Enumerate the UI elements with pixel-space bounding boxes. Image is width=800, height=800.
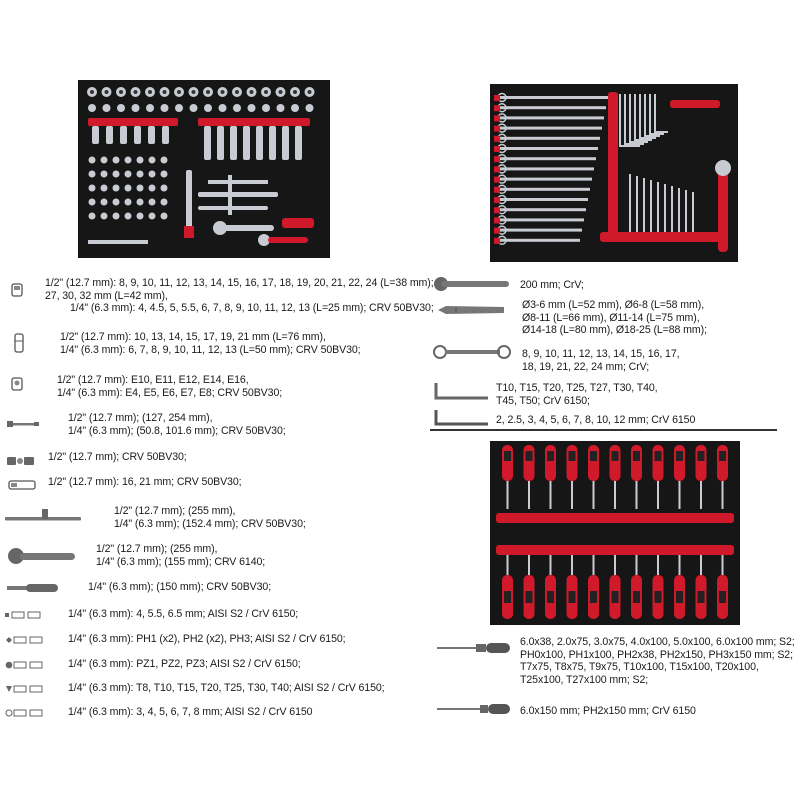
spec-text-line: 18, 19, 21, 22, 24 mm; CrV; — [522, 360, 650, 373]
spec-text-line: T10, T15, T20, T25, T27, T30, T40, — [496, 382, 658, 394]
spec-text-line: 1/2" (12.7 mm); CRV 50BV30; — [48, 451, 187, 463]
hex-bit-icon — [4, 607, 44, 625]
torx-key-icon — [432, 380, 492, 407]
spec-text-line: T45, T50; CrV 6150; — [496, 394, 590, 407]
spec-text-line: 6.0x150 mm; PH2x150 mm; CrV 6150 — [520, 705, 696, 717]
spec-text-line: T7x75, T8x75, T9x75, T10x100, T15x100, T20x100, — [520, 661, 759, 674]
screwdriver-tray-photo — [490, 441, 740, 625]
spec-text-line: 1/4" (6.3 mm); (152.4 mm); CRV 50BV30; — [114, 517, 306, 530]
spec-text-line: 1/4" (6.3 mm): 4, 4.5, 5, 5.5, 6, 7, 8, 9, 10, 11, 12, 13 (L=25 mm); CRV 50BV30; — [70, 302, 434, 315]
spec-text-line: 1/2" (12.7 mm): 10, 13, 14, 15, 17, 19, 21 mm (L=76 mm), — [60, 331, 326, 343]
spec-text-line: 2, 2.5, 3, 4, 5, 6, 7, 8, 10, 12 mm; CrV 6150 — [496, 414, 696, 426]
spec-text-line: 27, 30, 32 mm (L=42 mm), — [45, 289, 168, 302]
spec-text-line: 1/2" (12.7 mm); (255 mm), — [96, 543, 218, 555]
wrench-tray-photo — [490, 84, 738, 262]
spec-text-line: 1/4" (6.3 mm): 4, 5.5, 6.5 mm; AISI S2 / CrV 6150; — [68, 608, 299, 620]
spec-text-line: 1/4" (6.3 mm): PH1 (x2), PH2 (x2), PH3; AISI S2 / CrV 6150; — [68, 633, 346, 645]
screwdriver-icon — [436, 641, 512, 660]
spec-text-line: 1/4" (6.3 mm); (50.8, 101.6 mm); CRV 50BV30; — [68, 424, 286, 437]
wrench-tray-illustration — [490, 84, 738, 262]
phillips-bit-icon — [4, 632, 44, 650]
spec-text-line: 1/4" (6.3 mm): 3, 4, 5, 6, 7, 8 mm; AISI S2 / CrV 6150 — [68, 706, 313, 718]
torx-bit-icon — [4, 681, 44, 699]
spec-text-line: 1/4" (6.3 mm): 6, 7, 8, 9, 10, 11, 12, 13 (L=50 mm); CRV 50BV30; — [60, 343, 361, 356]
extension-bar-icon — [6, 416, 40, 434]
spec-text-line: 1/4" (6.3 mm): T8, T10, T15, T20, T25, T30, T40; AISI S2 / CrV 6150; — [68, 682, 385, 694]
t-bar-icon — [4, 507, 84, 530]
spec-text-line: 1/4" (6.3 mm): E4, E5, E6, E7, E8; CRV 50BV30; — [57, 386, 283, 399]
pozidriv-bit-icon — [4, 657, 44, 675]
deep-socket-icon — [12, 333, 26, 358]
spec-text-line: Ø3-6 mm (L=52 mm), Ø6-8 (L=58 mm), — [522, 299, 705, 311]
spark-plug-socket-icon — [8, 478, 38, 496]
spec-text-line: PH0x100, PH1x100, PH2x38, PH2x150, PH3x150 mm; S2; — [520, 648, 793, 661]
spec-text-line: 1/4" (6.3 mm); (150 mm); CRV 50BV30; — [88, 581, 272, 593]
combination-wrench-icon — [432, 344, 512, 365]
spec-text-line: 1/2" (12.7 mm); (127, 254 mm), — [68, 412, 213, 424]
ratchet-icon — [6, 545, 78, 572]
spec-text-line: Ø14-18 (L=80 mm), Ø18-25 (L=88 mm); — [522, 324, 707, 337]
torx-socket-icon — [10, 377, 24, 396]
spec-text-line: 1/4" (6.3 mm); (155 mm); CRV 6140; — [96, 555, 266, 568]
punch-chisel-icon — [436, 302, 506, 323]
spec-text-line: 200 mm; CrV; — [520, 279, 584, 291]
long-screwdriver-icon — [436, 702, 512, 721]
spec-text-line: 1/2" (12.7 mm): E10, E11, E12, E14, E16, — [57, 374, 249, 386]
spec-text-line: 8, 9, 10, 11, 12, 13, 14, 15, 16, 17, — [522, 348, 680, 360]
spec-text-line: 1/4" (6.3 mm): PZ1, PZ2, PZ3; AISI S2 / CrV 6150; — [68, 658, 301, 670]
socket-icon — [10, 283, 24, 302]
spinner-handle-icon — [6, 581, 60, 599]
spec-text-line: 1/2" (12.7 mm): 8, 9, 10, 11, 12, 13, 14, 15, 16, 17, 18, 19, 20, 21, 22, 24 (L=38 mm); — [45, 277, 434, 289]
allen-bit-icon — [4, 705, 44, 723]
socket-tray-photo — [78, 80, 330, 258]
spec-text-line: Ø8-11 (L=66 mm), Ø11-14 (L=75 mm), — [522, 311, 700, 324]
spec-text-line: 1/2" (12.7 mm): 16, 21 mm; CRV 50BV30; — [48, 476, 242, 488]
universal-joint-icon — [6, 454, 36, 472]
spec-text-line: T25x100, T27x100 mm; S2; — [520, 673, 649, 686]
spec-text-line: 6.0x38, 2.0x75, 3.0x75, 4.0x100, 5.0x100, 6.0x100 mm; S2; — [520, 636, 795, 648]
socket-tray-illustration — [78, 80, 330, 258]
screwdriver-tray-illustration — [490, 441, 740, 625]
adjustable-wrench-icon — [432, 276, 512, 297]
hex-key-icon — [432, 406, 492, 433]
spec-text-line: 1/2" (12.7 mm); (255 mm), — [114, 505, 236, 517]
